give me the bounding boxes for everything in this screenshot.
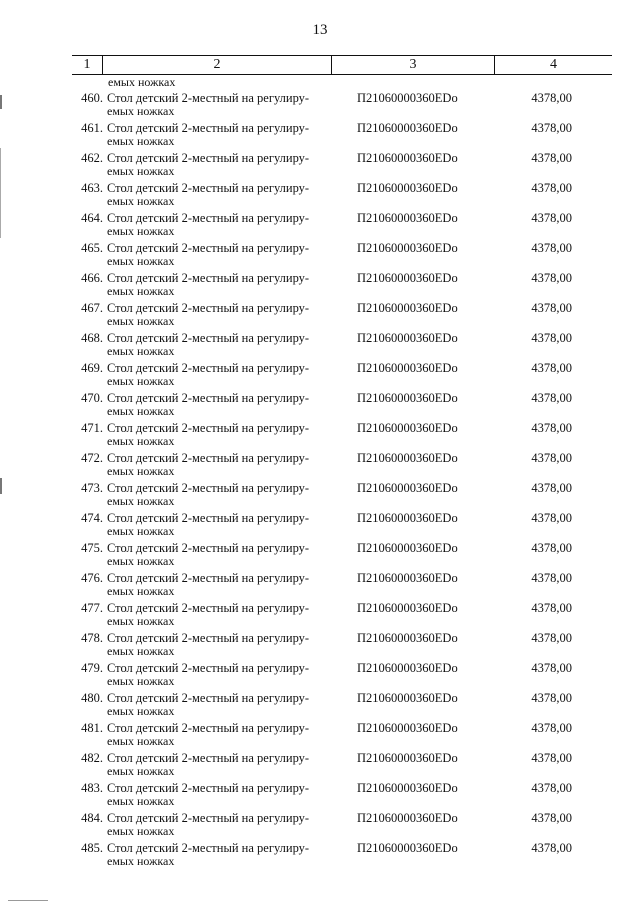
item-name-line2: емых ножках xyxy=(107,524,175,538)
item-code: П21060000360EDo xyxy=(357,811,458,825)
item-price: 4378,00 xyxy=(531,691,572,705)
item-name-line1: Стол детский 2-местный на регулиру- xyxy=(107,301,310,315)
table-row xyxy=(72,721,612,751)
item-code: П21060000360EDo xyxy=(357,781,458,795)
item-name-line2: емых ножках xyxy=(107,854,175,868)
item-price: 4378,00 xyxy=(531,421,572,435)
item-price: 4378,00 xyxy=(531,151,572,165)
item-price: 4378,00 xyxy=(531,631,572,645)
item-name-line1: Стол детский 2-местный на регулиру- xyxy=(107,751,310,765)
item-name-line2: емых ножках xyxy=(107,824,175,838)
item-code: П21060000360EDo xyxy=(357,391,458,405)
item-name-line1: Стол детский 2-местный на регулиру- xyxy=(107,271,310,285)
item-code: П21060000360EDo xyxy=(357,241,458,255)
item-name-line1: Стол детский 2-местный на регулиру- xyxy=(107,811,310,825)
table-row xyxy=(72,151,612,181)
table-row xyxy=(72,241,612,271)
row-number: 480. xyxy=(81,691,103,705)
item-price: 4378,00 xyxy=(531,571,572,585)
item-name-line1: Стол детский 2-местный на регулиру- xyxy=(107,631,310,645)
item-name-line2: емых ножках xyxy=(107,764,175,778)
item-name-line2: емых ножках xyxy=(107,134,175,148)
row-number: 476. xyxy=(81,571,103,585)
item-name-line2: емых ножках xyxy=(107,494,175,508)
table-row xyxy=(72,781,612,811)
row-number: 474. xyxy=(81,511,103,525)
item-code: П21060000360EDo xyxy=(357,481,458,495)
row-number: 478. xyxy=(81,631,103,645)
row-number: 481. xyxy=(81,721,103,735)
item-name-line2: емых ножках xyxy=(107,254,175,268)
item-name-line1: Стол детский 2-местный на регулиру- xyxy=(107,781,310,795)
table-row xyxy=(72,361,612,391)
item-name-line2: емых ножках xyxy=(107,224,175,238)
table-row xyxy=(72,211,612,241)
item-price: 4378,00 xyxy=(531,781,572,795)
table-row xyxy=(72,421,612,451)
table-row xyxy=(72,511,612,541)
column-header-1: 1 xyxy=(83,57,91,72)
item-code: П21060000360EDo xyxy=(357,541,458,555)
table-row xyxy=(72,391,612,421)
table-header xyxy=(72,55,612,75)
item-name-line2: емых ножках xyxy=(107,434,175,448)
row-number: 472. xyxy=(81,451,103,465)
item-code: П21060000360EDo xyxy=(357,571,458,585)
item-name-line1: Стол детский 2-местный на регулиру- xyxy=(107,661,310,675)
row-number: 484. xyxy=(81,811,103,825)
item-name-line2: емых ножках xyxy=(107,464,175,478)
row-number: 468. xyxy=(81,331,103,345)
table-row xyxy=(72,91,612,121)
table-row xyxy=(72,631,612,661)
bottom-rule xyxy=(8,900,48,901)
item-price: 4378,00 xyxy=(531,391,572,405)
item-code: П21060000360EDo xyxy=(357,91,458,105)
table-row xyxy=(72,751,612,781)
table-row xyxy=(72,661,612,691)
item-code: П21060000360EDo xyxy=(357,271,458,285)
row-number: 469. xyxy=(81,361,103,375)
item-code: П21060000360EDo xyxy=(357,691,458,705)
item-code: П21060000360EDo xyxy=(357,451,458,465)
item-name-line2: емых ножках xyxy=(107,614,175,628)
row-number: 477. xyxy=(81,601,103,615)
item-code: П21060000360EDo xyxy=(357,121,458,135)
item-price: 4378,00 xyxy=(531,361,572,375)
item-price: 4378,00 xyxy=(531,601,572,615)
item-code: П21060000360EDo xyxy=(357,631,458,645)
margin-mark xyxy=(0,148,1,238)
item-name-line1: Стол детский 2-местный на регулиру- xyxy=(107,691,310,705)
item-price: 4378,00 xyxy=(531,301,572,315)
row-number: 466. xyxy=(81,271,103,285)
item-name-line1: Стол детский 2-местный на регулиру- xyxy=(107,211,310,225)
item-name-line2: емых ножках xyxy=(107,104,175,118)
item-name-line1: Стол детский 2-местный на регулиру- xyxy=(107,571,310,585)
item-price: 4378,00 xyxy=(531,841,572,855)
item-name-line1: Стол детский 2-местный на регулиру- xyxy=(107,181,310,195)
item-name-line1: Стол детский 2-местный на регулиру- xyxy=(107,601,310,615)
item-name-line2: емых ножках xyxy=(107,554,175,568)
item-name-line1: Стол детский 2-местный на регулиру- xyxy=(107,511,310,525)
item-name-line2: емых ножках xyxy=(107,164,175,178)
item-code: П21060000360EDo xyxy=(357,601,458,615)
table-row xyxy=(72,181,612,211)
table-row xyxy=(72,121,612,151)
item-name-line2: емых ножках xyxy=(107,584,175,598)
item-code: П21060000360EDo xyxy=(357,361,458,375)
item-code: П21060000360EDo xyxy=(357,151,458,165)
item-name-line1: Стол детский 2-местный на регулиру- xyxy=(107,121,310,135)
item-name-line2: емых ножках xyxy=(107,284,175,298)
item-price: 4378,00 xyxy=(531,181,572,195)
table-row xyxy=(72,841,612,871)
item-code: П21060000360EDo xyxy=(357,421,458,435)
item-code: П21060000360EDo xyxy=(357,511,458,525)
item-price: 4378,00 xyxy=(531,331,572,345)
table-row xyxy=(72,271,612,301)
item-name-line1: Стол детский 2-местный на регулиру- xyxy=(107,361,310,375)
item-price: 4378,00 xyxy=(531,661,572,675)
item-price: 4378,00 xyxy=(531,811,572,825)
column-header-2: 2 xyxy=(102,56,331,74)
column-header-4: 4 xyxy=(494,56,612,74)
row-number: 470. xyxy=(81,391,103,405)
item-price: 4378,00 xyxy=(531,211,572,225)
table-row xyxy=(72,481,612,511)
table-row xyxy=(72,691,612,721)
row-number: 479. xyxy=(81,661,103,675)
item-name-line1: Стол детский 2-местный на регулиру- xyxy=(107,451,310,465)
item-price: 4378,00 xyxy=(531,511,572,525)
item-price: 4378,00 xyxy=(531,241,572,255)
item-name-line1: Стол детский 2-местный на регулиру- xyxy=(107,391,310,405)
item-name-line2: емых ножках xyxy=(107,644,175,658)
row-number: 473. xyxy=(81,481,103,495)
item-price: 4378,00 xyxy=(531,121,572,135)
margin-mark xyxy=(0,478,2,494)
item-name-line2: емых ножках xyxy=(107,344,175,358)
row-number: 475. xyxy=(81,541,103,555)
item-code: П21060000360EDo xyxy=(357,331,458,345)
item-code: П21060000360EDo xyxy=(357,841,458,855)
item-name-line1: Стол детский 2-местный на регулиру- xyxy=(107,241,310,255)
table-row xyxy=(72,451,612,481)
item-code: П21060000360EDo xyxy=(357,301,458,315)
item-code: П21060000360EDo xyxy=(357,721,458,735)
row-number: 460. xyxy=(81,91,103,105)
table-row xyxy=(72,601,612,631)
item-name-line1: Стол детский 2-местный на регулиру- xyxy=(107,151,310,165)
item-name-line2: емых ножках xyxy=(107,404,175,418)
row-number: 467. xyxy=(81,301,103,315)
item-name-line1: Стол детский 2-местный на регулиру- xyxy=(107,541,310,555)
item-price: 4378,00 xyxy=(531,721,572,735)
item-price: 4378,00 xyxy=(531,271,572,285)
table-row xyxy=(72,331,612,361)
table-row xyxy=(72,301,612,331)
item-name-line1: Стол детский 2-местный на регулиру- xyxy=(107,91,310,105)
item-name-line2: емых ножках xyxy=(107,674,175,688)
page-number: 13 xyxy=(312,22,328,38)
margin-mark xyxy=(0,95,2,109)
item-name-line1: Стол детский 2-местный на регулиру- xyxy=(107,331,310,345)
table-row xyxy=(72,541,612,571)
item-price: 4378,00 xyxy=(531,751,572,765)
row-number: 461. xyxy=(81,121,103,135)
item-name-line2: емых ножках xyxy=(107,374,175,388)
row-number: 462. xyxy=(81,151,103,165)
item-name-line2: емых ножках xyxy=(107,794,175,808)
row-number: 485. xyxy=(81,841,103,855)
item-name-line2: емых ножках xyxy=(107,734,175,748)
item-code: П21060000360EDo xyxy=(357,181,458,195)
item-name-line2: емых ножках xyxy=(107,314,175,328)
item-code: П21060000360EDo xyxy=(357,661,458,675)
column-header-3: 3 xyxy=(331,56,494,74)
item-code: П21060000360EDo xyxy=(357,751,458,765)
row-number: 482. xyxy=(81,751,103,765)
item-code: П21060000360EDo xyxy=(357,211,458,225)
item-price: 4378,00 xyxy=(531,451,572,465)
item-name-line2: емых ножках xyxy=(107,704,175,718)
row-number: 463. xyxy=(81,181,103,195)
continuation-text: емых ножках xyxy=(108,75,176,89)
row-number: 471. xyxy=(81,421,103,435)
item-price: 4378,00 xyxy=(531,541,572,555)
item-name-line1: Стол детский 2-местный на регулиру- xyxy=(107,841,310,855)
row-number: 465. xyxy=(81,241,103,255)
item-price: 4378,00 xyxy=(531,91,572,105)
item-name-line1: Стол детский 2-местный на регулиру- xyxy=(107,481,310,495)
row-number: 483. xyxy=(81,781,103,795)
row-number: 464. xyxy=(81,211,103,225)
item-name-line1: Стол детский 2-местный на регулиру- xyxy=(107,421,310,435)
table-body xyxy=(72,91,612,871)
table-row xyxy=(72,571,612,601)
table-row xyxy=(72,811,612,841)
item-price: 4378,00 xyxy=(531,481,572,495)
item-name-line2: емых ножках xyxy=(107,194,175,208)
item-name-line1: Стол детский 2-местный на регулиру- xyxy=(107,721,310,735)
